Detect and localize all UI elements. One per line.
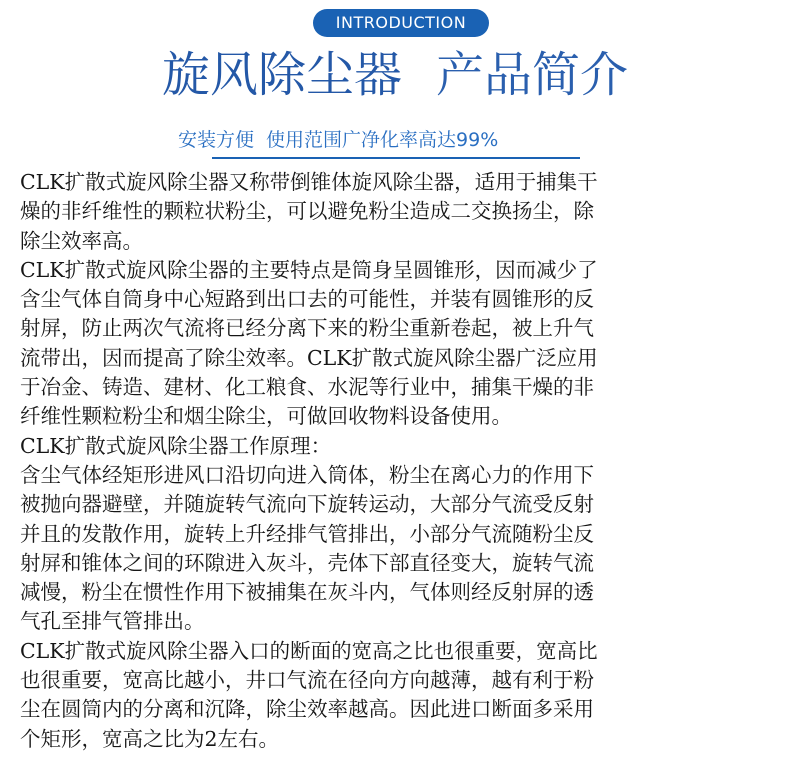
page-title <box>0 42 790 108</box>
text-line: 含尘气体自筒身中心短路到出口去的可能性，并装有圆锥形的反 <box>20 287 594 312</box>
text-line: 含尘气体经矩形进风口沿切向进入筒体，粉尘在离心力的作用下 <box>20 462 594 487</box>
title-product-intro: 产品简介 <box>436 47 629 103</box>
text-line: 射屏和锥体之间的环隙进入灰斗，壳体下部直径变大，旋转气流 <box>20 550 594 575</box>
subtitle-underline <box>212 157 580 159</box>
text-line: 气孔至排气管排出。 <box>20 609 205 634</box>
subtitle <box>178 124 498 156</box>
text-line: 流带出，因而提高了除尘效率。CLK扩散式旋风除尘器广泛应用 <box>20 345 598 370</box>
title-product-name: 旋风除尘器 <box>161 47 402 103</box>
text-line: 并且的发散作用，旋转上升经排气管排出，小部分气流随粉尘反 <box>20 521 594 546</box>
text-line: CLK扩散式旋风除尘器又称带倒锥体旋风除尘器，适用于捕集干 <box>20 170 598 194</box>
text-line: 尘在圆筒内的分离和沉降，除尘效率越高。因此进口断面多采用 <box>20 697 594 722</box>
section-heading: CLK扩散式旋风除尘器工作原理： <box>20 433 332 458</box>
text-line: CLK扩散式旋风除尘器的主要特点是筒身呈圆锥形，因而减少了 <box>20 257 598 282</box>
introduction-badge: INTRODUCTION <box>313 9 489 37</box>
text-line: 也很重要，宽高比越小，井口气流在径向方向越薄，越有利于粉 <box>20 668 594 693</box>
text-line: 射屏，防止两次气流将已经分离下来的粉尘重新卷起，被上升气 <box>20 316 594 341</box>
subtitle-right: 使用范围广净化率高达99% <box>266 129 499 151</box>
text-line: 纤维性颗粒粉尘和烟尘除尘，可做回收物料设备使用。 <box>20 404 512 429</box>
text-line: 除尘效率高。 <box>20 228 143 253</box>
text-line: 被抛向器避壁，并随旋转气流向下旋转运动，大部分气流受反射 <box>20 492 594 517</box>
intro-body-text <box>20 168 780 754</box>
text-line: 减慢，粉尘在惯性作用下被捕集在灰斗内，气体则经反射屏的透 <box>20 580 594 605</box>
text-line: 个矩形，宽高之比为2左右。 <box>20 726 280 751</box>
text-line: 燥的非纤维性的颗粒状粉尘，可以避免粉尘造成二交换扬尘，除 <box>20 199 594 224</box>
text-line: CLK扩散式旋风除尘器入口的断面的宽高之比也很重要，宽高比 <box>20 638 598 663</box>
text-line: 于冶金、铸造、建材、化工粮食、水泥等行业中，捕集干燥的非 <box>20 375 594 400</box>
subtitle-left: 安装方便 <box>178 129 255 151</box>
